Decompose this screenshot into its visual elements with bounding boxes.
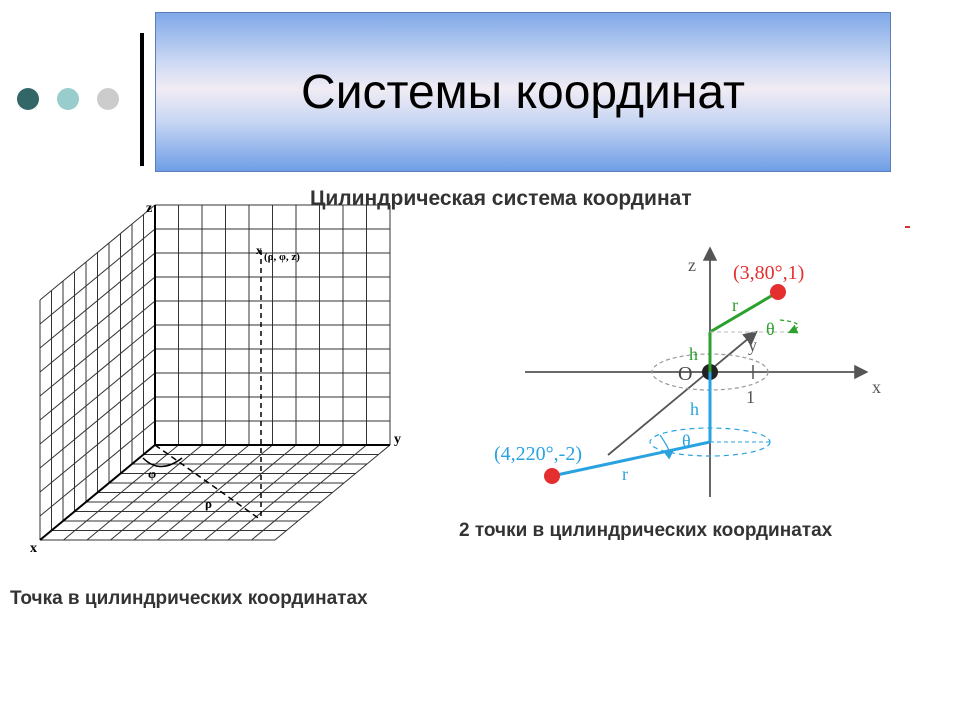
p1-theta-arc [780, 320, 798, 332]
tick-1-label: 1 [746, 387, 755, 407]
right-z-label: z [688, 255, 696, 275]
two-points-diagram [480, 235, 910, 505]
bullet-dot-dark [17, 88, 39, 110]
cylindrical-point-diagram [0, 190, 430, 560]
title-banner [155, 12, 891, 172]
p2-r-label: r [622, 464, 628, 484]
p2-label: (4,220°,-2) [494, 443, 582, 465]
red-mark [905, 226, 910, 228]
right-y-label: y [748, 335, 757, 355]
p2-theta-label: θ [682, 431, 691, 451]
z-axis-label: z [146, 201, 153, 216]
title-divider [140, 33, 144, 166]
p1-h-label: h [689, 344, 698, 364]
origin-label: O [678, 363, 693, 385]
bullet-dot-light [57, 88, 79, 110]
right-x-label: x [872, 377, 881, 397]
p1-point [770, 284, 786, 300]
y-axis-label: y [394, 432, 401, 447]
subtitle: Цилиндрическая система координат [310, 187, 692, 210]
bullet-dot-gray [97, 88, 119, 110]
x-axis-label: x [30, 541, 37, 556]
rho-label: ρ [205, 496, 212, 511]
caption-two-points: 2 точки в цилиндрических координатах [459, 520, 833, 541]
p2-point [544, 468, 560, 484]
grid-lines [40, 205, 390, 540]
point-label: (ρ, φ, z) [264, 251, 300, 263]
caption-one-point: Точка в цилиндрических координатах [10, 588, 368, 609]
phi-label: φ [148, 466, 157, 481]
p1-theta-label: θ [766, 319, 775, 339]
p1-label: (3,80°,1) [733, 262, 805, 284]
point-marker: x [256, 243, 262, 257]
p1-r-label: r [732, 295, 738, 315]
p2-h-label: h [690, 399, 699, 419]
page-title: Системы координат [301, 65, 745, 119]
